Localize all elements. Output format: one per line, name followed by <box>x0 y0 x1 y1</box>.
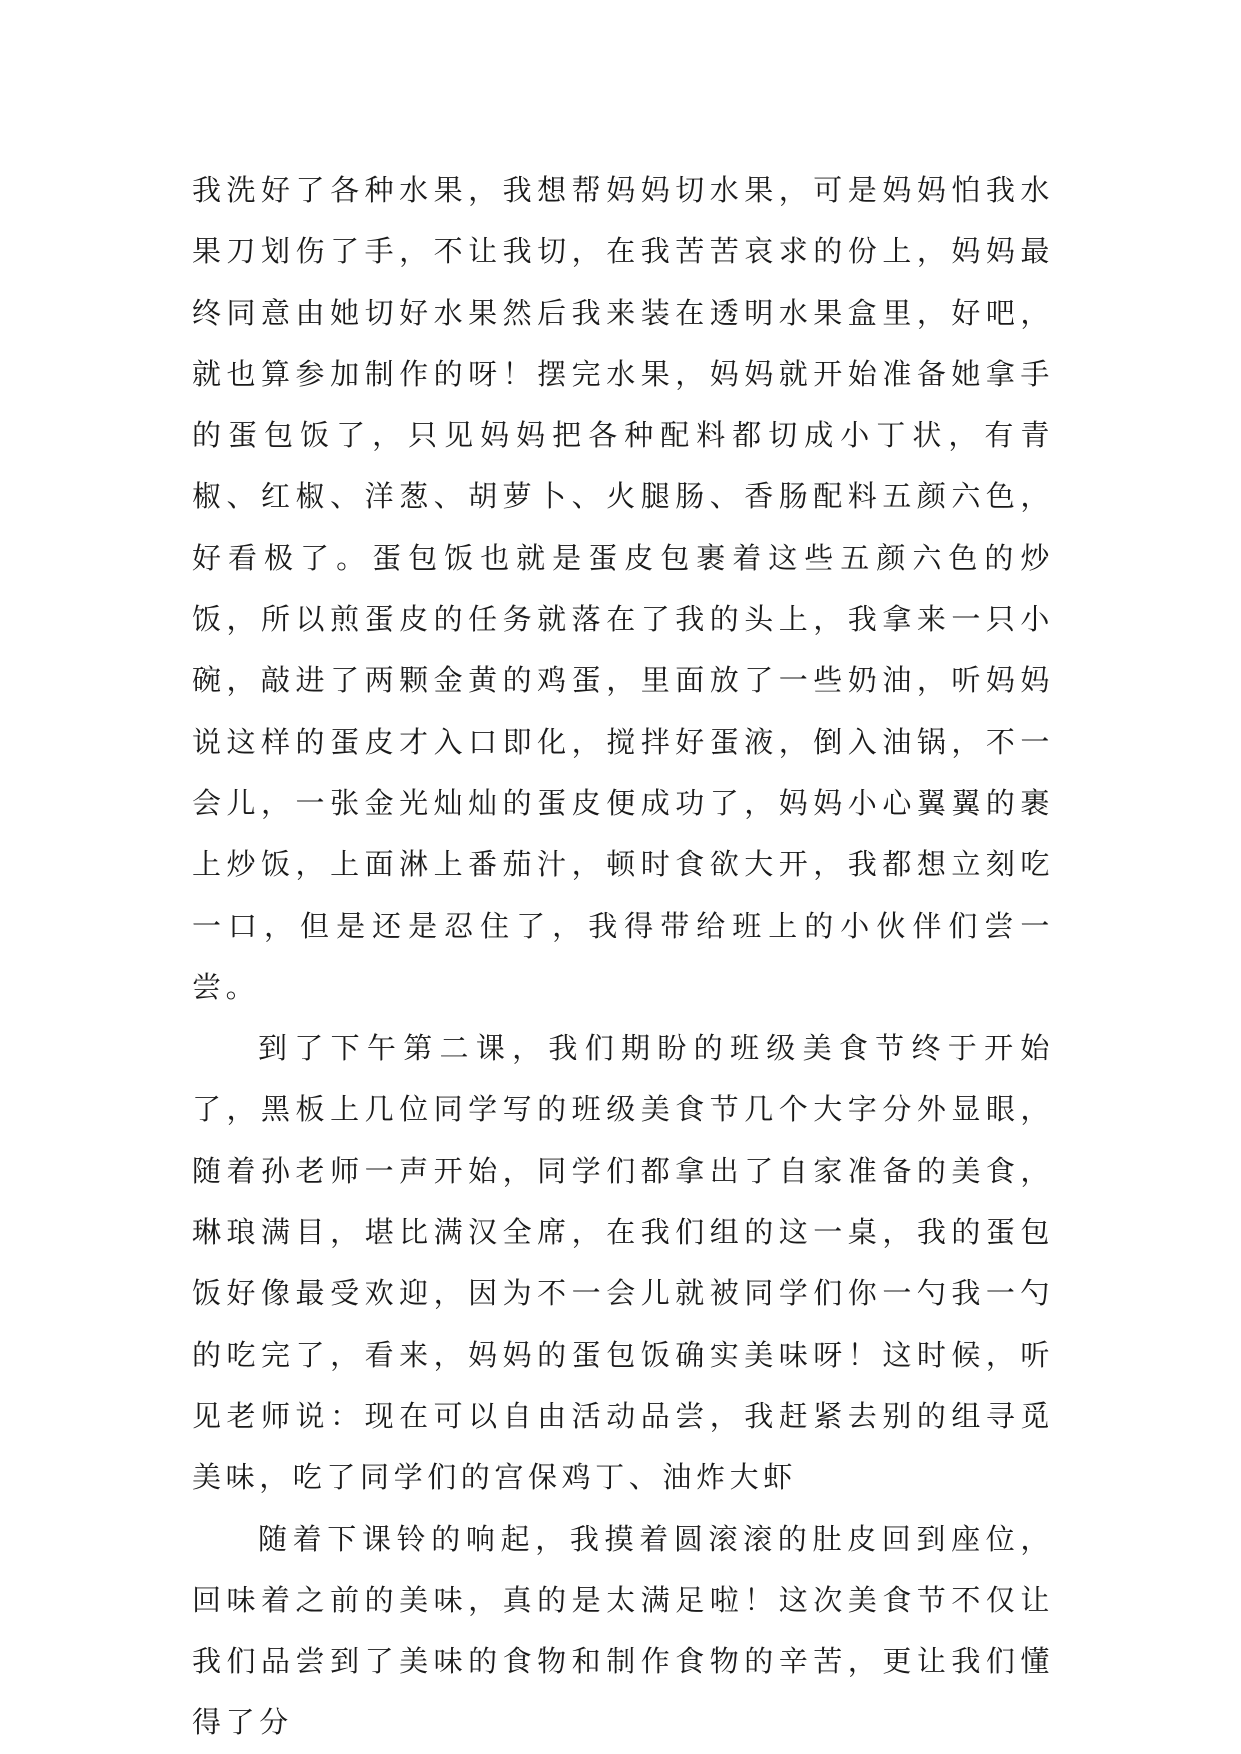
paragraph-3: 随着下课铃的响起，我摸着圆滚滚的肚皮回到座位，回味着之前的美味，真的是太满足啦！这次美食节不仅让我们品尝到了美味的食物和制作食物的辛苦，更让我们懂得了分 <box>192 1521 1054 1740</box>
paragraph-2: 到了下午第二课，我们期盼的班级美食节终于开始了，黑板上几位同学写的班级美食节几个大字分外显眼，随着孙老师一声开始，同学们都拿出了自家准备的美食，琳琅满目，堪比满汉全席，在我们组的这一桌，我的蛋包饭好像最受欢迎，因为不一会儿就被同学们你一勺我一勺的吃完了，看来，妈妈的蛋包饭确实美味呀！这时候，听见老师说：现在可以自由活动品尝，我赶紧去别的组寻觅美味，吃了同学们的宫保鸡丁、油炸大虾 <box>192 1031 1054 1495</box>
essay-body <box>192 160 1054 1754</box>
paragraph-1: 我洗好了各种水果，我想帮妈妈切水果，可是妈妈怕我水果刀划伤了手，不让我切，在我苦苦哀求的份上，妈妈最终同意由她切好水果然后我来装在透明水果盒里，好吧，就也算参加制作的呀！摆完水果，妈妈就开始准备她拿手的蛋包饭了，只见妈妈把各种配料都切成小丁状，有青椒、红椒、洋葱、胡萝卜、火腿肠、香肠配料五颜六色，好看极了。蛋包饭也就是蛋皮包裹着这些五颜六色的炒饭，所以煎蛋皮的任务就落在了我的头上，我拿来一只小碗，敲进了两颗金黄的鸡蛋，里面放了一些奶油，听妈妈说这样的蛋皮才入口即化，搅拌好蛋液，倒入油锅，不一会儿，一张金光灿灿的蛋皮便成功了，妈妈小心翼翼的裹上炒饭，上面淋上番茄汁，顿时食欲大开，我都想立刻吃一口，但是还是忍住了，我得带给班上的小伙伴们尝一尝。 <box>192 173 1054 1004</box>
